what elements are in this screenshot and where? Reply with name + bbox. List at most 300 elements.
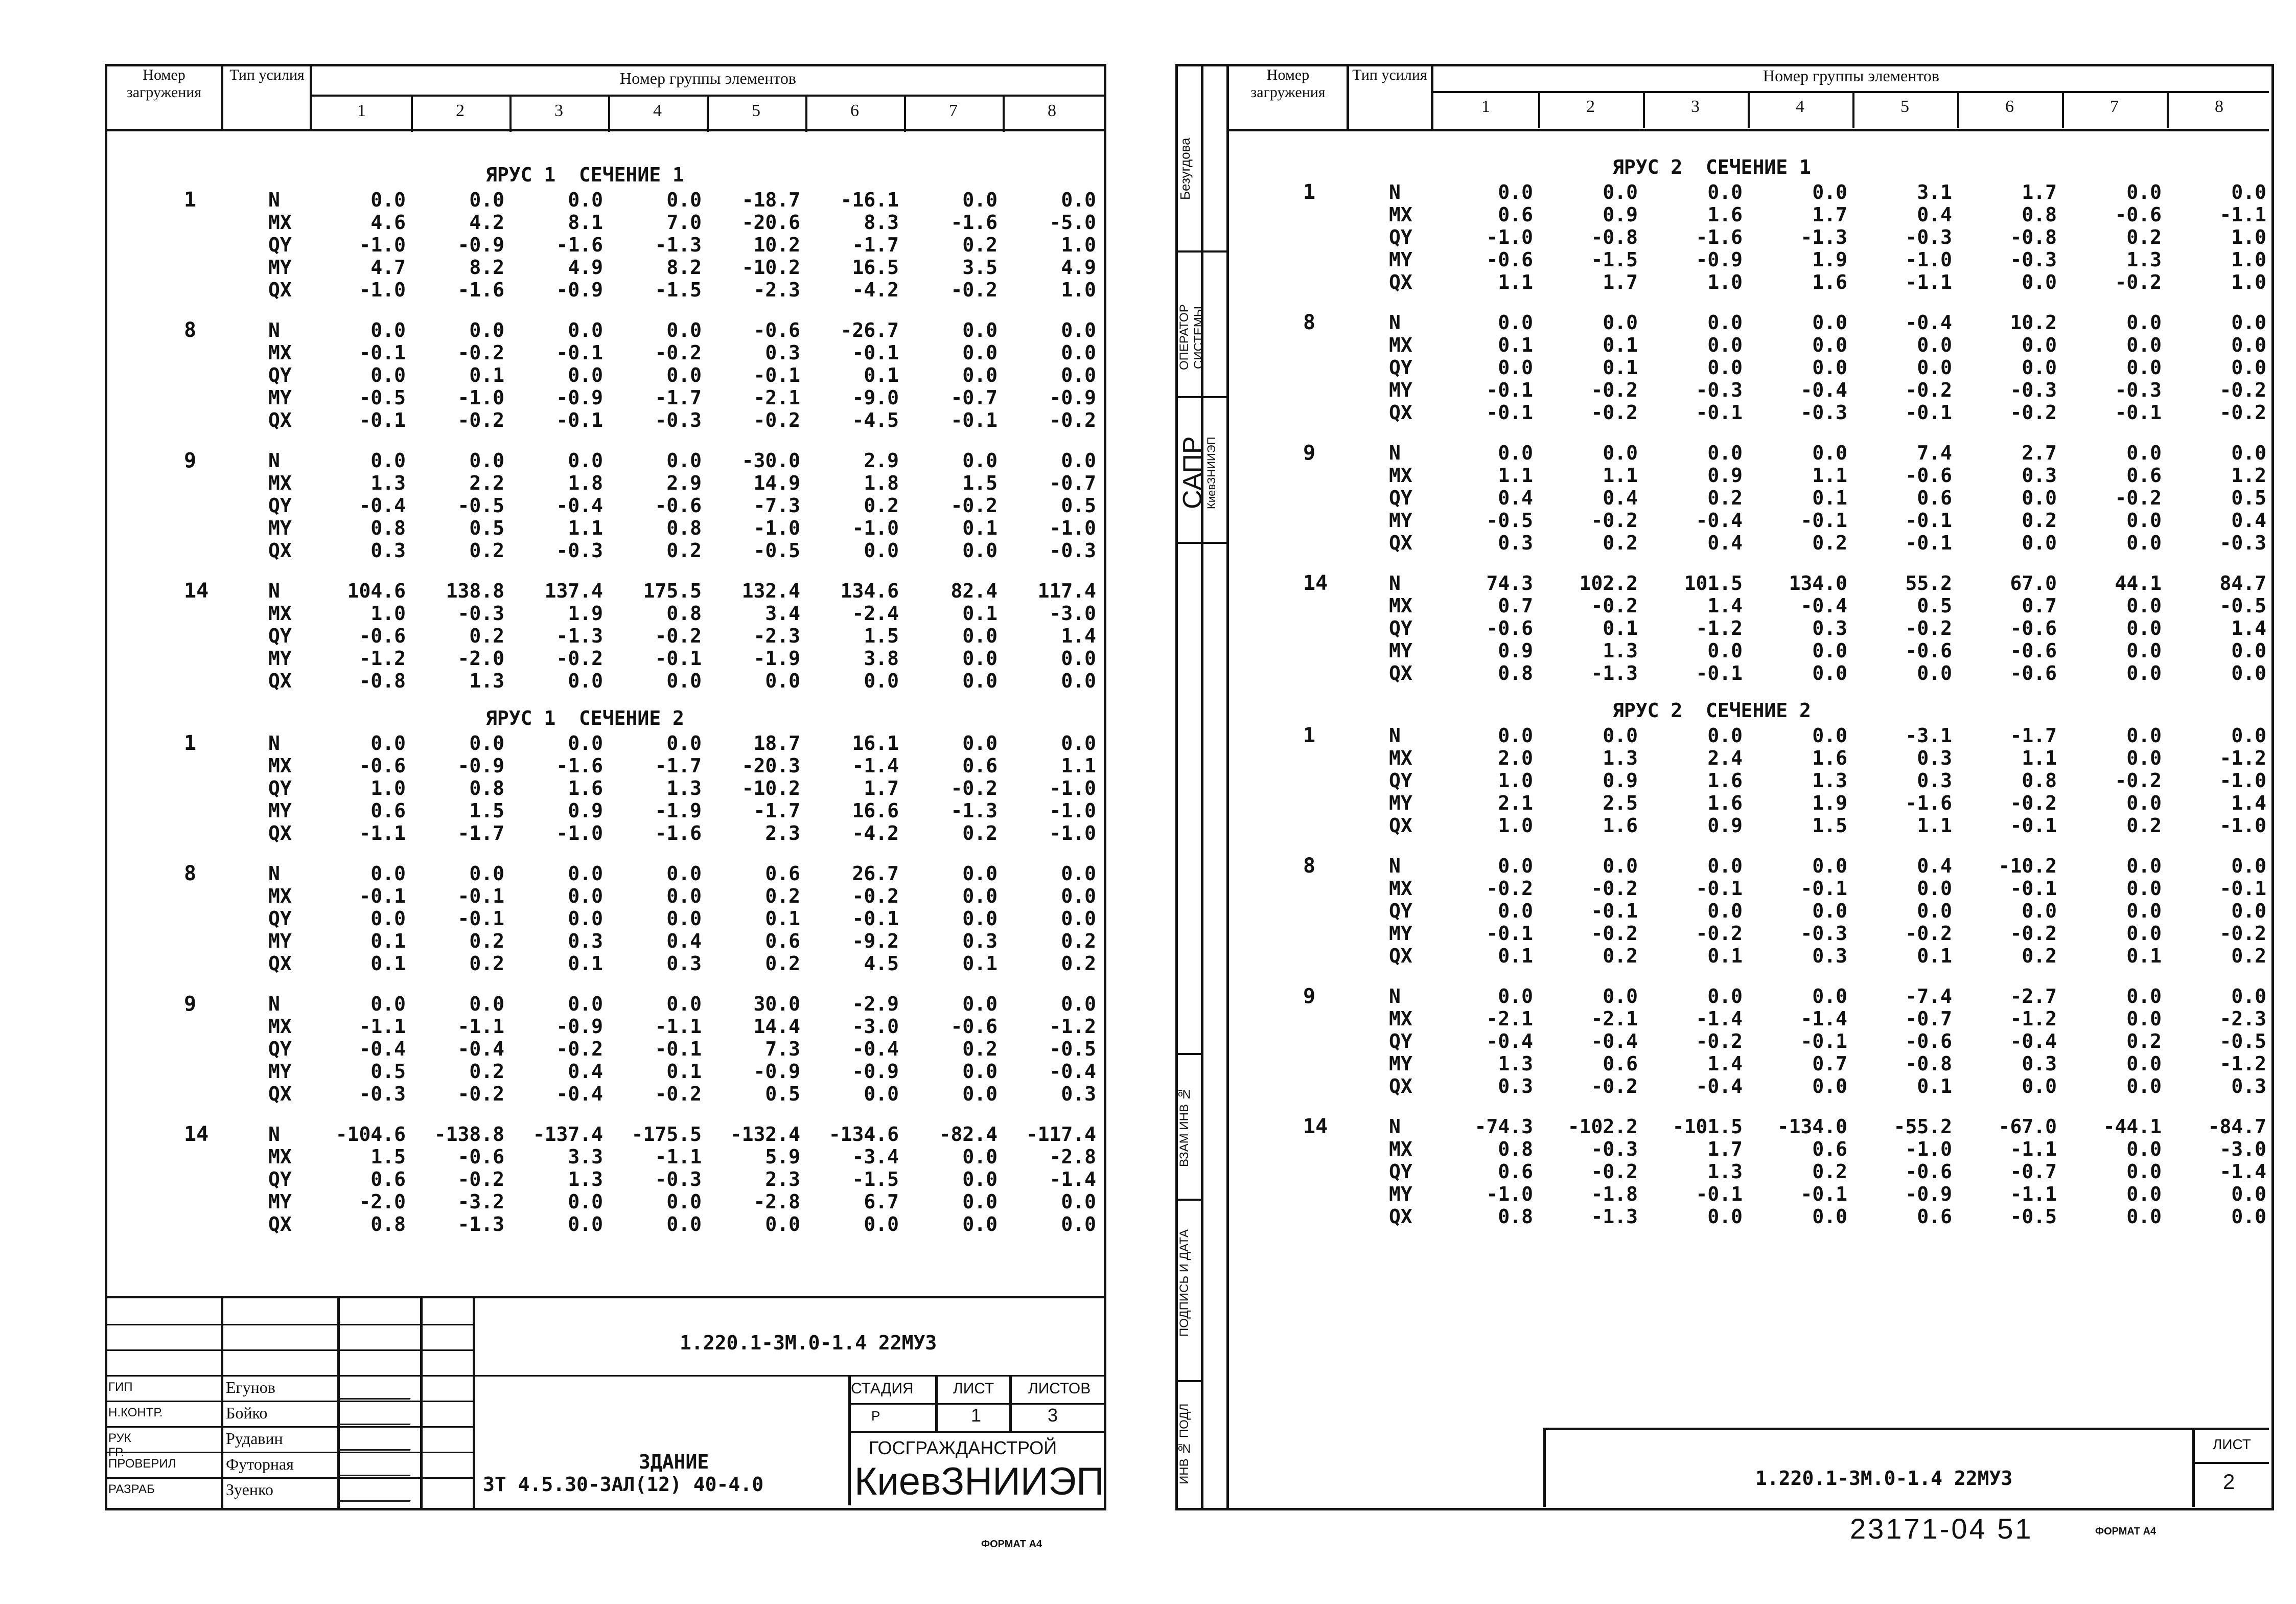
table-cell: 0.0 [1061, 364, 1096, 386]
table-cell: 0.0 [568, 319, 603, 341]
force-type: MX [268, 1015, 292, 1038]
table-cell: 0.9 [1707, 464, 1743, 487]
table-cell: 0.0 [568, 1190, 603, 1213]
table-cell: 3.1 [1917, 181, 1952, 203]
force-type: QX [268, 279, 292, 301]
force-type: N [1389, 181, 1401, 203]
table-cell: 1.0 [1061, 279, 1096, 301]
table-cell: -0.5 [2219, 594, 2266, 617]
table-cell: 0.0 [568, 993, 603, 1015]
table-cell: 1.5 [864, 625, 899, 647]
hdr-group-no: Номер группы элементов [1763, 66, 1939, 85]
table-cell: -0.1 [359, 409, 406, 431]
table-cell: 0.6 [2126, 464, 2162, 487]
stamp-line [221, 1298, 223, 1508]
table-cell: 0.0 [666, 1213, 702, 1235]
group-col-3: 3 [1691, 97, 1700, 116]
table-cell: 2.9 [864, 449, 899, 472]
table-cell: -0.2 [1591, 509, 1638, 532]
table-cell: 0.0 [568, 862, 603, 885]
table-cell: -0.2 [1905, 379, 1952, 401]
force-type: QX [268, 539, 292, 562]
load-number: 14 [184, 1122, 209, 1146]
table-cell: 0.1 [1917, 945, 1952, 967]
table-cell: -0.1 [1696, 877, 1743, 900]
table-cell: 0.8 [2022, 203, 2057, 226]
table-cell: 0.0 [568, 364, 603, 386]
table-cell: 0.0 [1707, 985, 1743, 1007]
table-cell: 0.6 [962, 754, 998, 777]
table-cell: 1.8 [568, 472, 603, 494]
table-cell: 1.4 [2231, 792, 2266, 814]
table-cell: 0.0 [2022, 356, 2057, 379]
table-cell: 1.0 [2231, 248, 2266, 271]
table-cell: 16.1 [852, 732, 899, 754]
table-cell: 0.0 [2022, 334, 2057, 356]
table-cell: 1.1 [1812, 464, 1847, 487]
section-title: ЯРУС 1 СЕЧЕНИЕ 2 [485, 707, 684, 729]
group-divider [411, 96, 413, 132]
table-cell: -0.4 [359, 1038, 406, 1060]
table-cell: 0.0 [1603, 985, 1638, 1007]
table-cell: -9.0 [852, 386, 899, 409]
table-cell: 1.3 [370, 472, 406, 494]
table-cell: -0.4 [1905, 311, 1952, 334]
table-cell: 4.6 [370, 211, 406, 234]
table-cell: 0.0 [962, 862, 998, 885]
table-cell: 0.0 [1812, 855, 1847, 877]
table-cell: 1.6 [1812, 271, 1847, 293]
table-cell: -0.6 [1905, 1030, 1952, 1052]
table-cell: 102.2 [1579, 572, 1638, 594]
table-cell: 0.0 [666, 907, 702, 930]
group-col-5: 5 [1900, 97, 1909, 116]
table-cell: 0.1 [1603, 617, 1638, 639]
table-cell: -1.5 [1591, 248, 1638, 271]
left-doc-code: 1.220.1-3М.0-1.4 22МУЗ [680, 1332, 937, 1354]
table-cell: 0.0 [370, 364, 406, 386]
table-cell: -0.1 [1905, 401, 1952, 424]
table-cell: -0.4 [556, 494, 603, 517]
table-cell: -0.3 [2010, 248, 2057, 271]
table-cell: 104.6 [347, 580, 406, 602]
table-cell: 0.1 [1812, 487, 1847, 509]
force-type: MY [1389, 1183, 1412, 1205]
table-cell: -0.1 [556, 409, 603, 431]
stamp-name: Бойко [226, 1404, 268, 1422]
table-cell: 0.0 [2231, 442, 2266, 464]
stamp-line [105, 1349, 473, 1351]
table-cell: -0.2 [1591, 401, 1638, 424]
table-cell: 0.7 [1812, 1052, 1847, 1075]
table-cell: -0.2 [1591, 877, 1638, 900]
table-cell: -137.4 [532, 1123, 603, 1145]
force-type: N [268, 862, 280, 885]
load-number: 1 [1303, 724, 1316, 747]
table-cell: 0.0 [962, 449, 998, 472]
table-cell: -4.2 [852, 822, 899, 844]
table-cell: 0.2 [469, 539, 504, 562]
table-cell: 4.2 [469, 211, 504, 234]
table-cell: -1.6 [556, 754, 603, 777]
table-cell: 1.3 [2126, 248, 2162, 271]
table-cell: -0.1 [359, 885, 406, 907]
table-cell: 0.0 [1498, 356, 1533, 379]
force-type: N [268, 319, 280, 341]
load-number: 1 [184, 188, 197, 212]
table-cell: 18.7 [753, 732, 800, 754]
table-cell: 0.0 [1707, 1205, 1743, 1228]
table-cell: -0.7 [1905, 1007, 1952, 1030]
table-cell: -1.0 [1905, 1138, 1952, 1160]
stamp-title1: ЗДАНИЕ [639, 1451, 709, 1473]
force-type: MX [268, 1145, 292, 1168]
table-cell: -0.4 [1591, 1030, 1638, 1052]
table-cell: -1.0 [457, 386, 504, 409]
group-divider [608, 96, 610, 132]
table-cell: -0.3 [655, 1168, 702, 1190]
table-cell: 0.0 [962, 1213, 998, 1235]
table-cell: -0.8 [1591, 226, 1638, 248]
table-cell: -0.5 [359, 386, 406, 409]
table-cell: 0.0 [2126, 442, 2162, 464]
table-cell: -3.0 [1049, 602, 1096, 625]
table-cell: 137.4 [544, 580, 603, 602]
table-cell: 0.6 [765, 862, 800, 885]
table-cell: -0.6 [1905, 639, 1952, 662]
table-cell: 0.0 [2231, 1205, 2266, 1228]
table-cell: 0.0 [962, 1060, 998, 1083]
table-cell: -0.2 [2010, 401, 2057, 424]
table-cell: 1.9 [1812, 248, 1847, 271]
table-cell: 1.5 [1812, 814, 1847, 837]
table-cell: -1.3 [950, 799, 998, 822]
table-cell: 0.0 [1061, 885, 1096, 907]
load-number: 8 [184, 862, 197, 885]
table-cell: 0.1 [1498, 334, 1533, 356]
table-cell: -0.2 [457, 341, 504, 364]
table-cell: -0.4 [852, 1038, 899, 1060]
table-cell: 0.5 [370, 1060, 406, 1083]
table-cell: 0.0 [962, 319, 998, 341]
table-cell: 0.0 [666, 189, 702, 211]
table-cell: 1.7 [2022, 181, 2057, 203]
table-cell: 0.0 [2126, 639, 2162, 662]
table-cell: 2.0 [1498, 747, 1533, 769]
force-type: QX [1389, 945, 1412, 967]
table-cell: 0.7 [2022, 594, 2057, 617]
table-cell: -20.3 [741, 754, 800, 777]
table-cell: 0.5 [469, 517, 504, 539]
table-cell: 0.1 [765, 907, 800, 930]
table-cell: -0.2 [655, 1083, 702, 1105]
table-cell: -0.3 [655, 409, 702, 431]
table-cell: 0.0 [469, 732, 504, 754]
table-cell: 0.0 [2126, 877, 2162, 900]
table-cell: 1.1 [568, 517, 603, 539]
table-cell: -2.7 [2010, 985, 2057, 1007]
table-cell: -0.4 [1800, 594, 1847, 617]
group-col-5: 5 [752, 101, 760, 120]
force-type: N [1389, 442, 1401, 464]
table-cell: 0.3 [765, 341, 800, 364]
table-cell: 0.0 [765, 670, 800, 692]
side-sapr: САПР [1178, 436, 1208, 510]
force-type: MX [1389, 1138, 1412, 1160]
group-divider [2062, 92, 2064, 128]
table-cell: 0.0 [2022, 900, 2057, 922]
force-type: MX [268, 602, 292, 625]
table-cell: 0.0 [2126, 1138, 2162, 1160]
signature-mark [338, 1485, 418, 1502]
table-cell: 0.0 [962, 885, 998, 907]
table-cell: 0.0 [962, 732, 998, 754]
table-cell: -134.6 [828, 1123, 899, 1145]
stamp-line [105, 1324, 473, 1325]
table-cell: 175.5 [643, 580, 702, 602]
table-cell: 0.0 [1061, 993, 1096, 1015]
table-cell: -1.6 [556, 234, 603, 256]
table-cell: -2.8 [753, 1190, 800, 1213]
table-cell: 0.0 [962, 1083, 998, 1105]
table-cell: 0.0 [666, 670, 702, 692]
table-cell: -18.7 [741, 189, 800, 211]
table-cell: -30.0 [741, 449, 800, 472]
table-cell: 1.4 [1061, 625, 1096, 647]
table-cell: 0.0 [370, 732, 406, 754]
table-cell: -10.2 [741, 777, 800, 799]
table-cell: -1.6 [1696, 226, 1743, 248]
table-cell: 0.0 [1498, 311, 1533, 334]
table-cell: -1.1 [1905, 271, 1952, 293]
table-cell: 0.0 [469, 862, 504, 885]
table-cell: -2.9 [852, 993, 899, 1015]
force-type: N [268, 449, 280, 472]
table-cell: 0.2 [765, 885, 800, 907]
table-cell: 4.7 [370, 256, 406, 279]
force-type: N [1389, 985, 1401, 1007]
table-cell: 1.7 [1603, 271, 1638, 293]
table-cell: 0.0 [1498, 985, 1533, 1007]
table-cell: -1.0 [1486, 226, 1533, 248]
stamp-sheets-label: ЛИСТОВ [1028, 1380, 1091, 1397]
table-cell: 0.0 [370, 993, 406, 1015]
table-cell: -0.2 [655, 625, 702, 647]
table-cell: 1.1 [1061, 754, 1096, 777]
table-cell: 30.0 [753, 993, 800, 1015]
load-number: 8 [1303, 854, 1316, 878]
table-cell: 0.5 [1061, 494, 1096, 517]
load-number: 9 [184, 992, 197, 1016]
force-type: QY [1389, 356, 1412, 379]
table-cell: 0.1 [1603, 334, 1638, 356]
table-cell: -0.4 [1486, 1030, 1533, 1052]
force-type: QY [1389, 769, 1412, 792]
table-cell: -1.1 [2010, 1183, 2057, 1205]
table-cell: 0.0 [1061, 647, 1096, 670]
table-cell: 0.0 [864, 1083, 899, 1105]
table-cell: -0.1 [1905, 509, 1952, 532]
table-cell: 0.0 [1498, 181, 1533, 203]
table-cell: -3.0 [852, 1015, 899, 1038]
table-cell: -1.9 [655, 799, 702, 822]
load-number: 9 [1303, 984, 1316, 1008]
table-cell: -0.6 [1905, 1160, 1952, 1183]
force-type: QY [268, 907, 292, 930]
table-cell: -0.9 [753, 1060, 800, 1083]
table-cell: -0.4 [1049, 1060, 1096, 1083]
table-cell: 0.6 [1917, 1205, 1952, 1228]
table-cell: -0.6 [950, 1015, 998, 1038]
force-type: N [1389, 724, 1401, 747]
stamp-line [105, 1477, 473, 1479]
table-cell: -1.0 [1049, 822, 1096, 844]
force-type: QY [268, 777, 292, 799]
table-cell: 0.0 [370, 449, 406, 472]
table-cell: -0.4 [1696, 1075, 1743, 1097]
table-cell: 0.0 [1603, 181, 1638, 203]
table-cell: 0.0 [962, 993, 998, 1015]
table-cell: -0.3 [457, 602, 504, 625]
table-cell: -0.5 [2219, 1030, 2266, 1052]
table-cell: -1.4 [1800, 1007, 1847, 1030]
table-cell: 0.0 [1707, 900, 1743, 922]
table-cell: -0.1 [1905, 532, 1952, 554]
table-cell: 0.3 [666, 952, 702, 975]
table-cell: 0.8 [1498, 1205, 1533, 1228]
table-cell: 1.0 [2231, 271, 2266, 293]
table-cell: 0.0 [469, 319, 504, 341]
table-cell: -1.3 [655, 234, 702, 256]
table-cell: -0.6 [2010, 617, 2057, 639]
table-cell: -1.2 [359, 647, 406, 670]
table-cell: 0.0 [2126, 356, 2162, 379]
table-cell: -0.1 [2115, 401, 2162, 424]
table-cell: 134.6 [840, 580, 899, 602]
stamp-sheet: 1 [971, 1405, 982, 1426]
table-cell: 0.0 [2231, 356, 2266, 379]
table-cell: 0.0 [2126, 1183, 2162, 1205]
table-cell: 0.2 [765, 952, 800, 975]
table-cell: -1.0 [556, 822, 603, 844]
table-cell: -7.3 [753, 494, 800, 517]
table-cell: 0.1 [962, 952, 998, 975]
table-cell: 0.0 [2126, 792, 2162, 814]
force-type: N [1389, 572, 1401, 594]
load-number: 14 [184, 579, 209, 603]
table-cell: 0.0 [962, 1168, 998, 1190]
stamp-sheets: 3 [1048, 1405, 1058, 1426]
table-cell: 0.2 [666, 539, 702, 562]
table-cell: -0.2 [2219, 379, 2266, 401]
table-cell: -0.9 [556, 386, 603, 409]
force-type: QX [1389, 662, 1412, 684]
side-kiev: КиевЗНИИЭП [1205, 437, 1218, 509]
table-cell: -1.0 [2219, 769, 2266, 792]
load-number: 1 [1303, 180, 1316, 204]
group-divider [2167, 92, 2169, 128]
table-cell: 67.0 [2010, 572, 2057, 594]
table-cell: -0.2 [950, 777, 998, 799]
group-divider [1643, 92, 1645, 128]
table-cell: -0.3 [1049, 539, 1096, 562]
table-cell: 7.4 [1917, 442, 1952, 464]
table-cell: 44.1 [2115, 572, 2162, 594]
table-cell: 0.2 [1061, 930, 1096, 952]
table-cell: -0.9 [556, 279, 603, 301]
stamp-line [848, 1431, 1104, 1433]
table-cell: 0.0 [1917, 877, 1952, 900]
table-cell: -2.0 [359, 1190, 406, 1213]
format-label: ФОРМАТ А4 [2095, 1526, 2156, 1537]
force-type: QY [1389, 487, 1412, 509]
table-cell: 1.0 [1498, 769, 1533, 792]
force-type: MX [268, 754, 292, 777]
table-cell: 0.0 [962, 907, 998, 930]
force-type: MX [1389, 877, 1412, 900]
table-cell: 1.0 [2231, 226, 2266, 248]
side-operator: ОПЕРАТОР СИСТЕМЫ [1177, 304, 1205, 371]
force-type: QX [268, 1083, 292, 1105]
table-cell: 0.0 [1061, 319, 1096, 341]
table-cell: 0.0 [1707, 639, 1743, 662]
table-cell: -1.5 [655, 279, 702, 301]
table-cell: 0.2 [1603, 532, 1638, 554]
table-cell: -0.6 [457, 1145, 504, 1168]
table-cell: 0.3 [2231, 1075, 2266, 1097]
table-cell: 0.0 [1707, 442, 1743, 464]
table-cell: -0.1 [1800, 1030, 1847, 1052]
table-cell: 0.2 [2231, 945, 2266, 967]
table-cell: -0.3 [2115, 379, 2162, 401]
table-cell: 0.0 [2231, 900, 2266, 922]
table-cell: 0.0 [1707, 855, 1743, 877]
table-cell: 0.0 [2231, 724, 2266, 747]
right-sheet-no: 2 [2223, 1470, 2235, 1494]
stamp-name: Егунов [226, 1378, 275, 1396]
table-cell: 0.0 [568, 885, 603, 907]
table-cell: -1.1 [2010, 1138, 2057, 1160]
table-cell: 6.7 [864, 1190, 899, 1213]
table-cell: 82.4 [950, 580, 998, 602]
table-cell: -0.1 [2010, 877, 2057, 900]
table-cell: 10.2 [2010, 311, 2057, 334]
table-cell: -1.0 [1049, 777, 1096, 799]
table-cell: -0.2 [1696, 1030, 1743, 1052]
table-cell: 1.5 [469, 799, 504, 822]
table-cell: -0.9 [852, 1060, 899, 1083]
table-cell: 0.3 [1917, 747, 1952, 769]
table-cell: 1.3 [1707, 1160, 1743, 1183]
table-cell: -2.1 [1486, 1007, 1533, 1030]
force-type: QX [268, 409, 292, 431]
table-cell: -1.7 [655, 386, 702, 409]
table-cell: -1.1 [655, 1015, 702, 1038]
table-cell: 0.0 [370, 907, 406, 930]
table-cell: 0.0 [864, 670, 899, 692]
table-cell: 0.8 [1498, 662, 1533, 684]
table-cell: 8.2 [469, 256, 504, 279]
stamp-line [105, 1375, 1104, 1377]
table-cell: 3.8 [864, 647, 899, 670]
side-inv-mark: ВЗАМ ИНВ № [1177, 1087, 1191, 1167]
force-type: QY [268, 1038, 292, 1060]
table-cell: 1.6 [1707, 769, 1743, 792]
table-cell: 0.0 [568, 189, 603, 211]
table-cell: 0.2 [469, 1060, 504, 1083]
format-label: ФОРМАТ А4 [981, 1539, 1042, 1550]
table-cell: 0.0 [1812, 1205, 1847, 1228]
